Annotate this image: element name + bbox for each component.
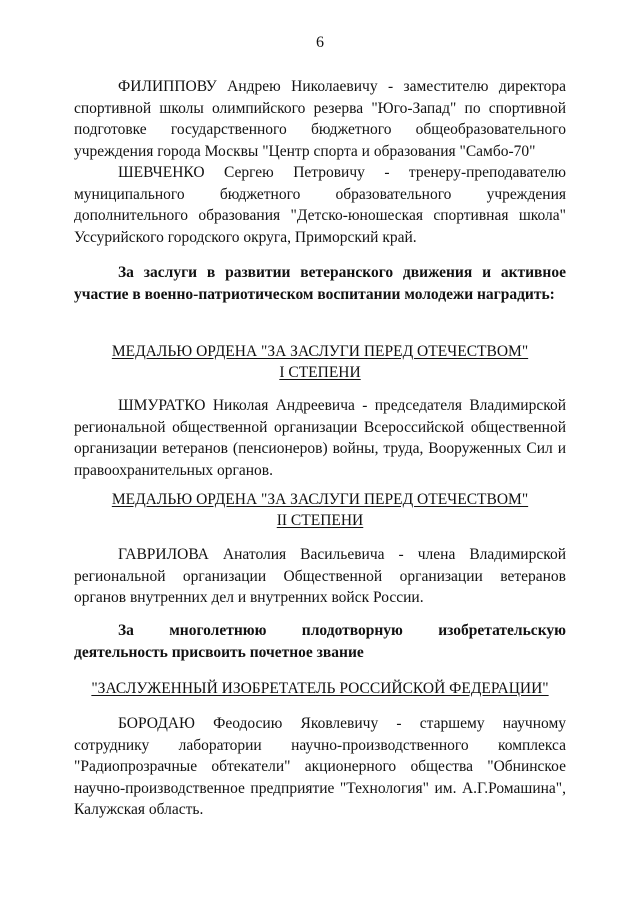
medal-2-heading	[60, 489, 580, 531]
medal-1-recipient-text: ШМУРАТКО Николая Андреевича - председателя Владимирской региональной общественной организации Всероссийской общественной организации ветеранов (пенсионеров) войны, труда, Вооруженных Сил и правоохранительных органов.	[74, 397, 566, 479]
inventor-title-text: "ЗАСЛУЖЕННЫЙ ИЗОБРЕТАТЕЛЬ РОССИЙСКОЙ ФЕДЕРАЦИИ"	[91, 680, 549, 697]
medal-1-recipient	[74, 395, 566, 481]
intro-inventor	[74, 620, 566, 663]
medal-2-recipient-text: ГАВРИЛОВА Анатолия Васильевича - члена Владимирской региональной организации Общественной организации ветеранов органов внутренних дел и внутренних войск России.	[74, 546, 566, 606]
awards-section-1	[74, 76, 566, 248]
medal-2-recipient	[74, 544, 566, 609]
page-number: 6	[316, 34, 324, 51]
inventor-recipient	[74, 713, 566, 821]
intro-veterans-text: За заслуги в развитии ветеранского движения и активное участие в военно-патриотическом воспитании молодежи наградить:	[74, 264, 566, 303]
inventor-title-heading	[60, 678, 580, 699]
award-entry-filippov: ФИЛИППОВУ Андрею Николаевичу - заместителю директора спортивной школы олимпийского резерва "Юго-Запад" по спортивной подготовке государственного бюджетного общеобразовательного учреждения города Москвы "Центр спорта и образования "Самбо-70"	[74, 78, 566, 160]
intro-inventor-text: За многолетнюю плодотворную изобретательскую деятельность присвоить почетное звание	[74, 622, 566, 661]
intro-veterans	[74, 262, 566, 305]
inventor-recipient-text: БОРОДАЮ Феодосию Яковлевичу - старшему научному сотруднику лаборатории научно-производственного комплекса "Радиопрозрачные обтекатели" акционерного общества "Обнинское научно-производственное предприятие "Технология" им. А.Г.Ромашина", Калужская область.	[74, 715, 566, 818]
medal-2-heading-line1: МЕДАЛЬЮ ОРДЕНА "ЗА ЗАСЛУГИ ПЕРЕД ОТЕЧЕСТВОМ"	[111, 491, 529, 508]
medal-1-heading-line2: I СТЕПЕНИ	[279, 364, 361, 381]
medal-1-heading	[60, 341, 580, 383]
medal-1-heading-line1: МЕДАЛЬЮ ОРДЕНА "ЗА ЗАСЛУГИ ПЕРЕД ОТЕЧЕСТВОМ"	[111, 343, 529, 360]
medal-2-heading-line2: II СТЕПЕНИ	[276, 512, 364, 529]
award-entry-shevchenko: ШЕВЧЕНКО Сергею Петровичу - тренеру-преподавателю муниципального бюджетного образовательного учреждения дополнительного образования "Детско-юношеская спортивная школа" Уссурийского городского округа, Приморский край.	[74, 164, 566, 246]
